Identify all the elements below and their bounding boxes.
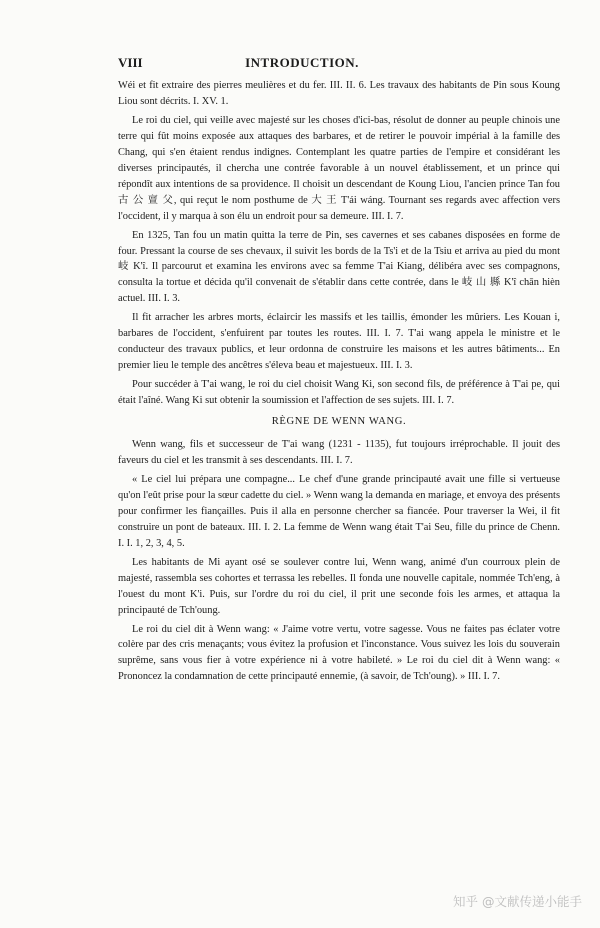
watermark: 知乎 @文献传递小能手: [453, 894, 582, 909]
section-heading: RÈGNE DE WENN WANG.: [271, 416, 407, 428]
body-text: [118, 78, 560, 688]
page-number: VIII: [118, 55, 143, 70]
paragraph: Wéi et fit extraire des pierres meulières et du fer. III. II. 6. Les travaux des habitants de Pin sous Koung Liou sont décrits. I. XV. 1.: [118, 80, 560, 107]
paragraph: Le roi du ciel, qui veille avec majesté sur les choses d'ici-bas, résolut de donner au peuple chinois une terre qui fût moins exposée aux attaques des barbares, et de retirer le pouvoir impérial à la famille des Chang, qui s'en étaient rendus indignes. Contemplant les quatre parties de l'empire et considérant les diverses principautés, il chercha une contrée favorable à un nouvel établissement, et un prince qui répondît aux intentions de sa providence. Il choisit un descendant de Koung Liou, l'ancien prince Tan fou 古 公 亶 父, qui reçut le nom posthume de 大 王 T'ái wáng. Tournant ses regards avec affection vers l'occident, il y marqua à son élu un endroit pour sa demeure. III. I. 7.: [118, 114, 560, 222]
paragraph: Pour succéder à T'ai wang, le roi du ciel choisit Wang Ki, son second fils, de préférence à T'ai pe, qui était l'aîné. Wang Ki sut obtenir la soumission et l'affection de ses sujets. III. I. 7.: [118, 379, 560, 407]
running-title: INTRODUCTION.: [245, 55, 359, 70]
paragraph: Il fit arracher les arbres morts, éclaircir les massifs et les taillis, émonder les mûriers. Les Kouan i, barbares de l'occident, s'enfuirent par toutes les routes. III. I. 7. T'ai wang appela le ministre et le conducteur des travaux publics, et leur ordonna de construire les maisons et les autres bâtiments... En premier lieu le temple des ancêtres s'éleva beau et majestueux. III. I. 3.: [118, 312, 560, 372]
paragraph: Le roi du ciel dit à Wenn wang: « J'aime votre vertu, votre sagesse. Vous ne faites pas éclater votre colère par des cris menaçants; vous évitez la profusion et l'inconstance. Vous suivez les lois du souverain suprême, sans vous fier à votre expérience ni à votre habileté. » Le roi du ciel dit à Wenn wang: « Prononcez la condamnation de cette principauté ennemie, (à savoir, de Tch'oung). » III. I. 7.: [118, 623, 560, 683]
page-header: [118, 55, 486, 71]
paragraph: Wenn wang, fils et successeur de T'ai wang (1231 - 1135), fut toujours irréprochable. Il jouit des faveurs du ciel et les transmit à ses descendants. III. I. 7.: [118, 439, 560, 466]
paragraph: En 1325, Tan fou un matin quitta la terre de Pin, ses cavernes et ses cabanes disposées en forme de four. Pressant la course de ses chevaux, il suivit les bords de la Ts'i et de la Tsiu et arriva au pied du mont 岐 K'î. Il parcourut et examina les environs avec sa femme T'ai Kiang, délibéra avec ses compagnons, consulta la tortue et décida qu'il convenait de s'établir dans cette contrée, dans le 岐 山 縣 K'î chān hièn actuel. III. I. 3.: [118, 229, 560, 305]
paragraph: Les habitants de Mi ayant osé se soulever contre lui, Wenn wang, animé d'un courroux plein de majesté, rassembla ses cohortes et terrassa les rebelles. Il fonda une nouvelle capitale, nommée Tch'eng, à l'ouest du mont K'i. Puis, sur l'ordre du roi du ciel, il prit une seconde fois les armes, et attaqua la principauté de Tch'oung.: [118, 556, 560, 616]
paragraph: « Le ciel lui prépara une compagne... Le chef d'une grande principauté avait une fille si vertueuse qu'on l'eût prise pour la sœur cadette du ciel. » Wenn wang la demanda en mariage, et envoya des présents pour confirmer les fiançailles. Puis il alla en personne chercher sa fiancée. Pour traverser la Wei, il fit construire un pont de bateaux. III. I. 2. La femme de Wenn wang était T'ai Seu, fille du prince de Chenn. I. I. 1, 2, 3, 4, 5.: [118, 473, 560, 549]
